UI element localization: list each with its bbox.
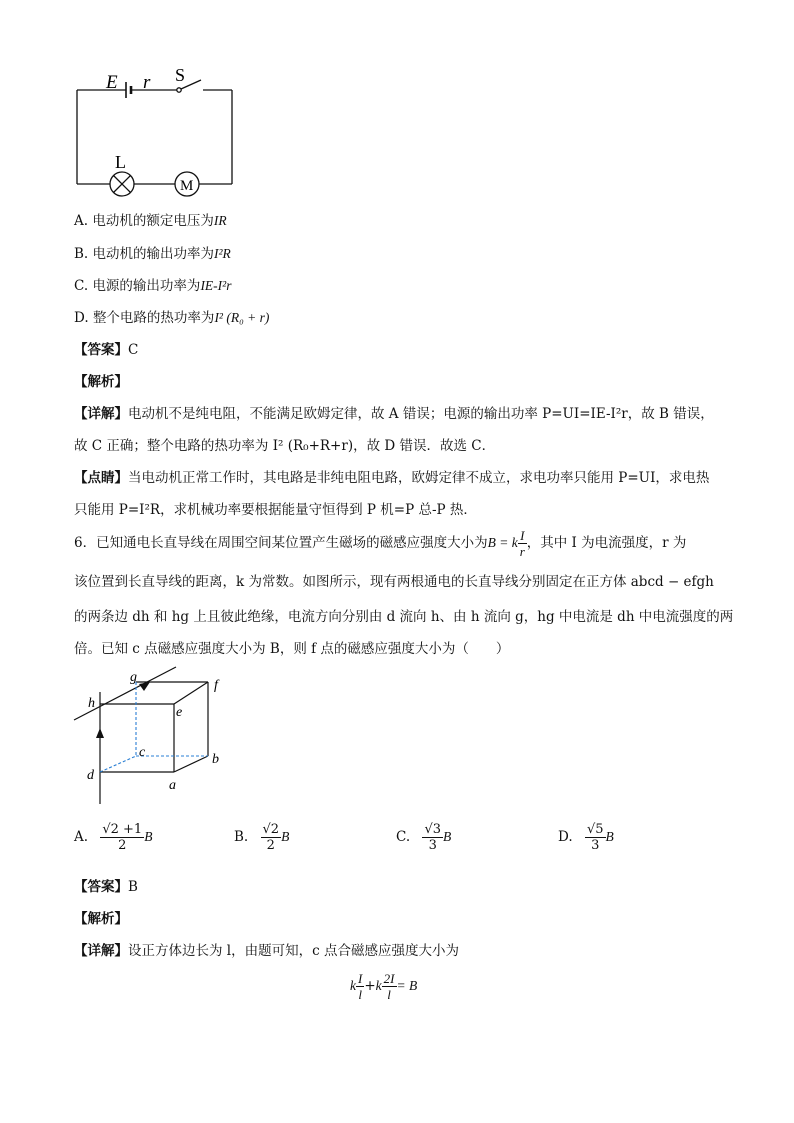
q6-analysis-label: 【解析】 xyxy=(74,911,128,927)
label-M: M xyxy=(180,178,194,194)
q6-detail: 【详解】设正方体边长为 l，由题可知，c 点合磁感应强度大小为 xyxy=(74,943,459,959)
q5-analysis-label: 【解析】 xyxy=(74,374,128,390)
label-S: S xyxy=(175,65,186,85)
cube-diagram xyxy=(66,664,236,809)
q5-detail-line1: 【详解】电动机不是纯电阻，不能满足欧姆定律，故 A 错误；电源的输出功率 P=UI=IE-I²r，故 B 错误， xyxy=(74,406,714,422)
q5-option-d: D. 整个电路的热功率为I² (R₀ + r) xyxy=(74,310,270,326)
q6-equation: k $\frac{I}{l}$ +k $\frac{2I}{l}$ = B xyxy=(350,971,418,1002)
cube-label-b: b xyxy=(212,752,219,767)
q6-answer: 【答案】B xyxy=(74,879,138,895)
q6-option-c: C. $\frac{√3}{3}$ B xyxy=(396,822,452,853)
q5-option-c: C. 电源的输出功率为IE-I²r xyxy=(74,278,232,294)
label-E: E xyxy=(106,72,118,93)
q6-option-a: A. $\frac{√2 +1}{2}$ B xyxy=(74,822,153,853)
q5-answer: 【答案】C xyxy=(74,342,139,358)
cube-label-d: d xyxy=(87,768,94,783)
circuit-diagram xyxy=(60,62,250,197)
q6-option-d: D. $\frac{√5}{3}$ B xyxy=(558,822,614,853)
q5-tip-line2: 只能用 P=I²R，求机械功率要根据能量守恒得到 P 机=P 总-P 热． xyxy=(74,502,477,518)
q6-stem-line4: 倍。已知 c 点磁感应强度大小为 B，则 f 点的磁感应强度大小为（ ） xyxy=(74,641,510,657)
q5-detail-line2: 故 C 正确；整个电路的热功率为 I² (R₀+R+r)，故 D 错误．故选 C． xyxy=(74,438,496,454)
q6-stem-line1: 6．已知通电长直导线在周围空间某位置产生磁场的磁感应强度大小为B = k $\frac{I}{r}$ ，其中 I 为电流强度，r 为 xyxy=(74,528,687,559)
q5-tip-line1: 【点睛】当电动机正常工作时，其电路是非纯电阻电路，欧姆定律不成立，求电功率只能用 P=UI，求电热 xyxy=(74,470,710,486)
cube-label-g: g xyxy=(130,670,137,685)
q5-option-a: A. 电动机的额定电压为IR xyxy=(74,213,227,229)
cube-label-f: f xyxy=(214,678,218,693)
label-L: L xyxy=(115,152,126,172)
cube-label-c: c xyxy=(139,745,146,760)
q5-option-b: B. 电动机的输出功率为I²R xyxy=(74,246,231,262)
q6-stem-line3: 的两条边 dh 和 hg 上且彼此绝缘，电流方向分别由 d 流向 h、由 h 流向 g，hg 中电流是 dh 中电流强度的两 xyxy=(74,609,734,625)
cube-label-e: e xyxy=(176,705,183,720)
cube-label-h: h xyxy=(88,696,95,711)
q6-stem-line2: 该位置到长直导线的距离，k 为常数。如图所示，现有两根通电的长直导线分别固定在正方体 abcd − efgh xyxy=(74,574,714,590)
cube-label-a: a xyxy=(169,778,176,793)
label-r: r xyxy=(143,72,151,93)
q6-option-b: B. $\frac{√2}{2}$ B xyxy=(234,822,290,853)
